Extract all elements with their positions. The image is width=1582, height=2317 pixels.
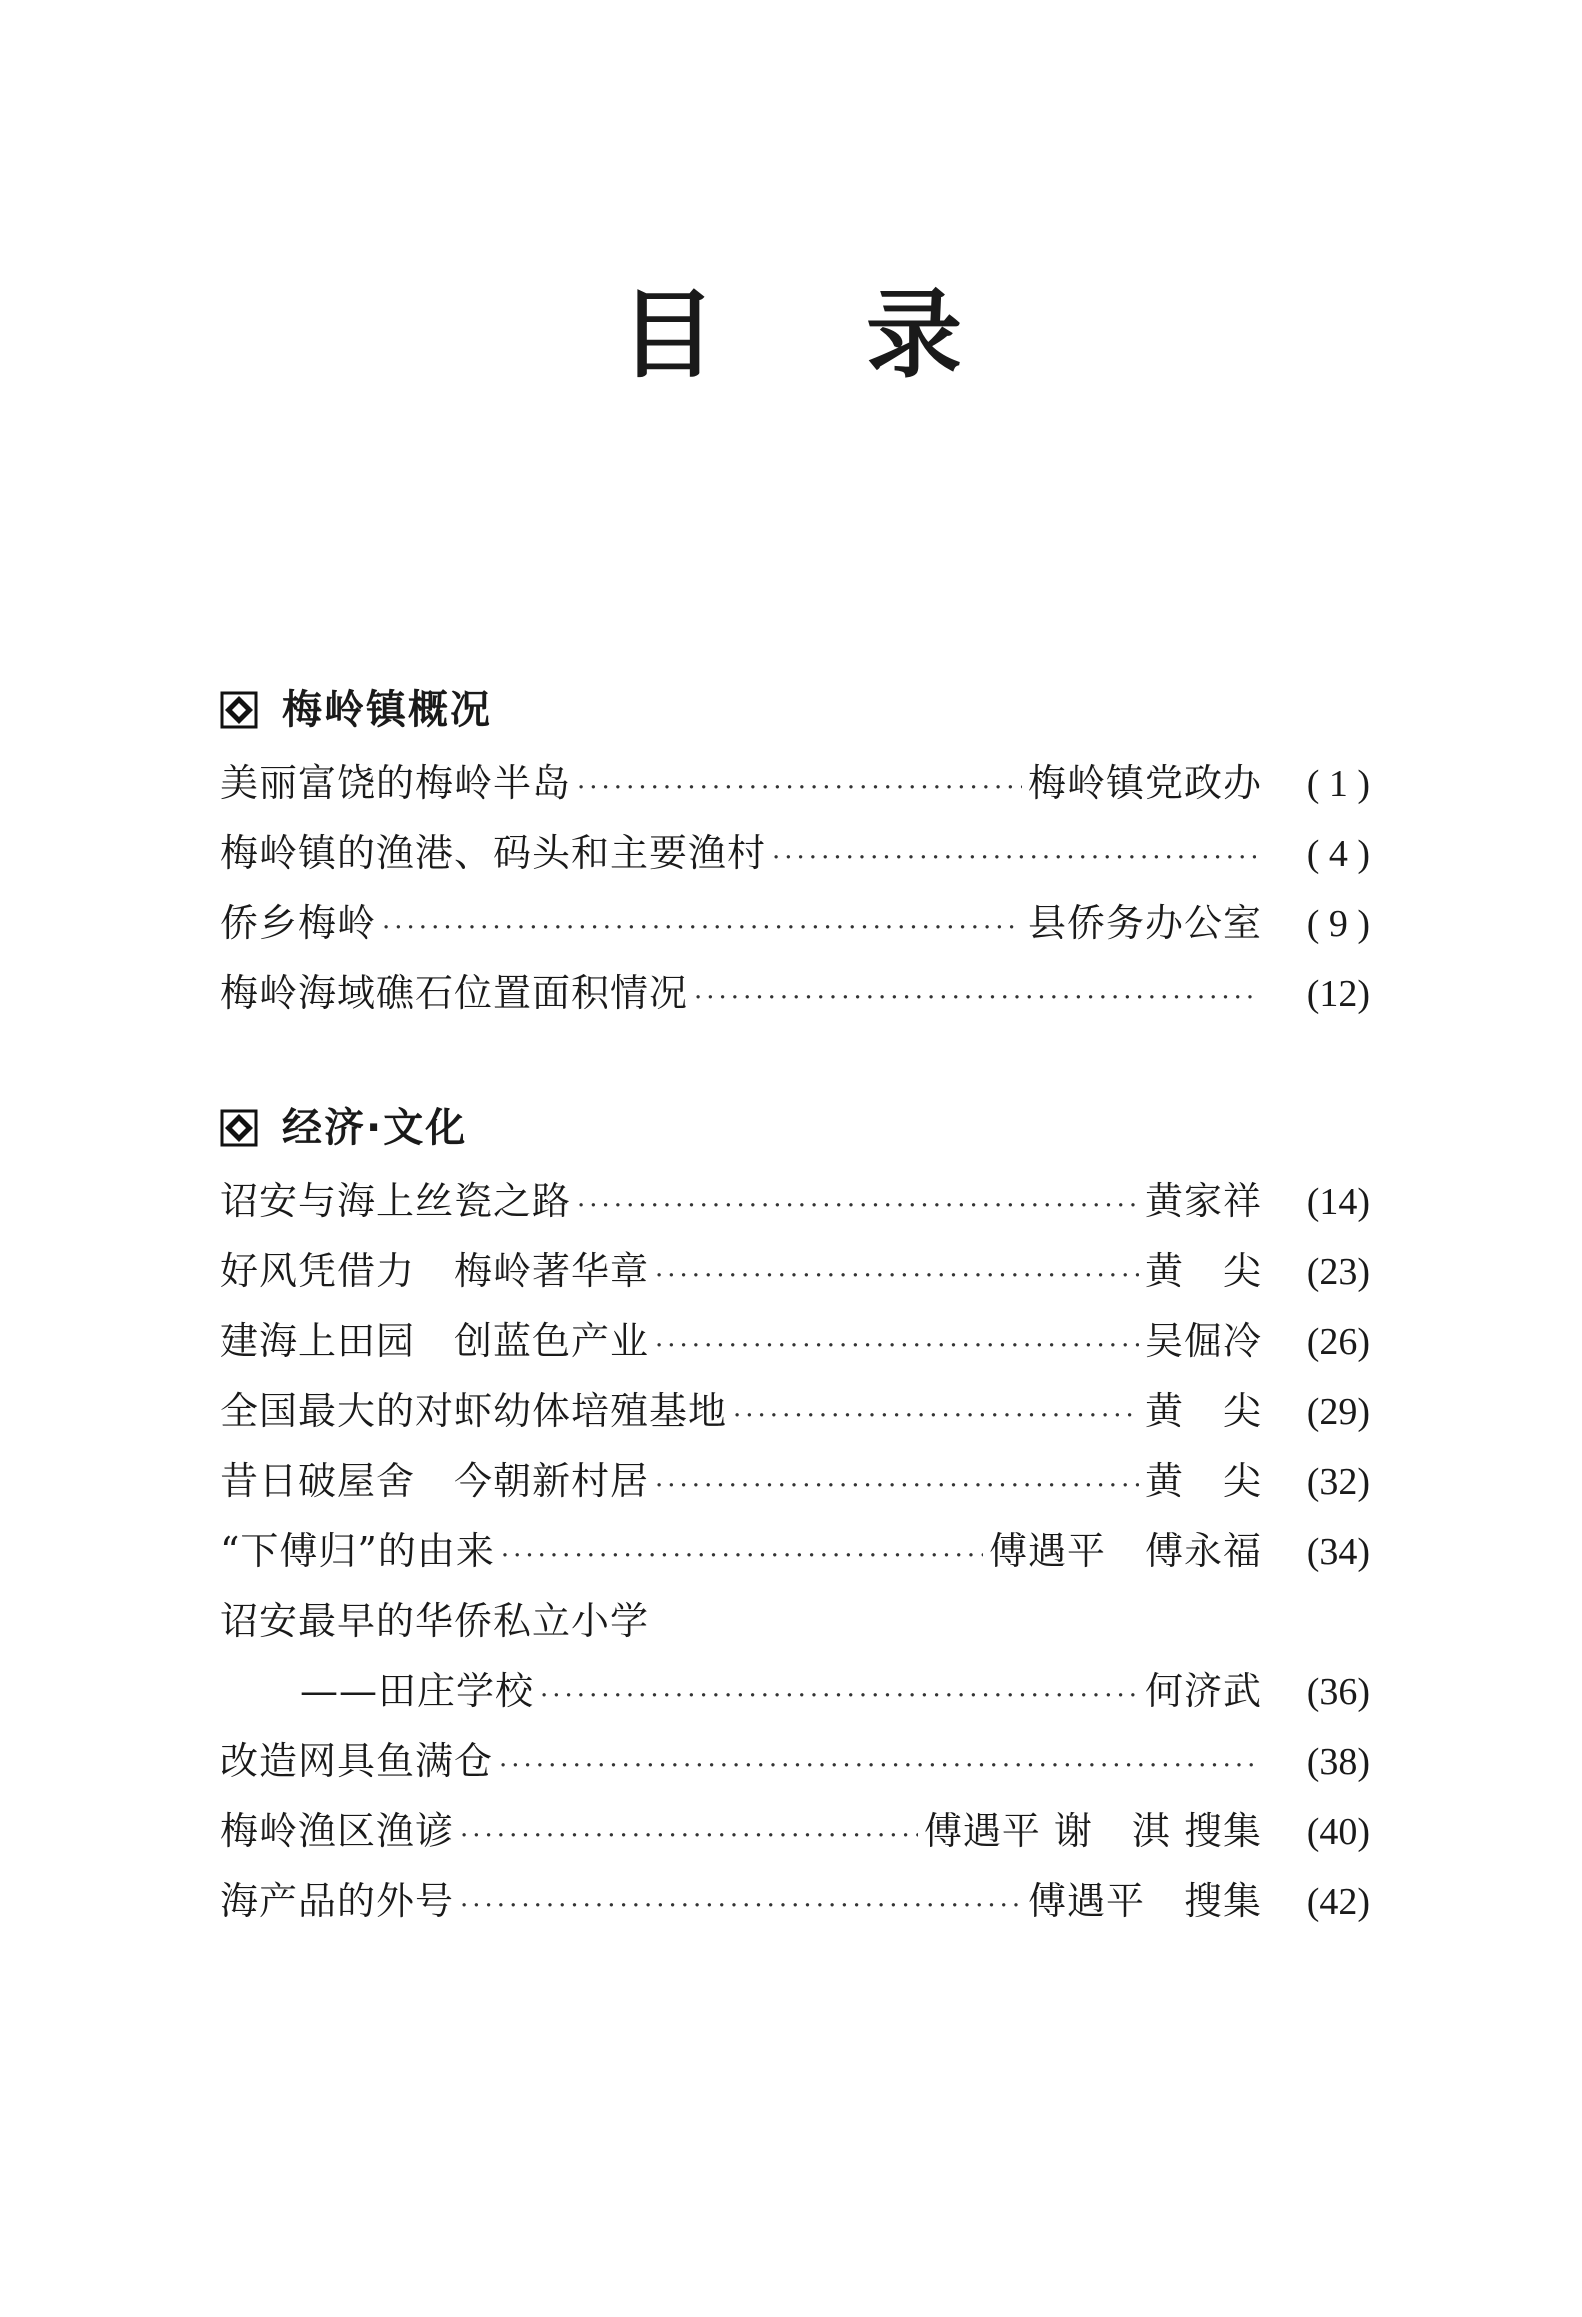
dot-leader: [655, 1311, 1139, 1381]
toc-entry[interactable]: [220, 1376, 1370, 1446]
toc-entry-author: 傅遇平 谢 淇 搜集: [923, 1809, 1262, 1853]
toc-entry-page: ( 4 ): [1306, 833, 1370, 875]
toc-entry-title: 改造网具鱼满仓: [220, 1739, 494, 1783]
dot-leader: [694, 963, 1256, 1033]
toc-entry-page: (23): [1306, 1251, 1370, 1293]
toc-section-economy-culture: [220, 1098, 1370, 1936]
toc-entry-page: ( 9 ): [1306, 903, 1370, 945]
toc-entry-page: ( 1 ): [1306, 763, 1370, 805]
toc-entry[interactable]: [220, 958, 1370, 1028]
toc-entry-title: 诏安最早的华侨私立小学: [220, 1599, 650, 1643]
toc-section-overview: [220, 680, 1370, 1028]
toc-entry-title: 梅岭渔区渔谚: [220, 1809, 455, 1853]
toc-entry-title: “下傅归”的由来: [220, 1529, 495, 1573]
toc-entry-author: 黄家祥: [1144, 1179, 1262, 1223]
toc-entry[interactable]: [220, 1586, 1370, 1656]
section-title: 经济·文化: [282, 1105, 468, 1151]
toc-entry-page: (36): [1306, 1671, 1370, 1713]
dot-leader: [733, 1381, 1139, 1451]
toc-entry[interactable]: [220, 1866, 1370, 1936]
toc-entry[interactable]: [220, 818, 1370, 888]
toc-entry-title: 梅岭海域礁石位置面积情况: [220, 971, 689, 1015]
dot-leader: [499, 1731, 1256, 1801]
toc-entry-page: (40): [1306, 1811, 1370, 1853]
toc-entry[interactable]: [220, 1306, 1370, 1376]
toc-entry-title: 侨乡梅岭: [220, 901, 377, 945]
toc-entry-author: 何济武: [1144, 1669, 1262, 1713]
dot-leader: [501, 1521, 983, 1591]
page-title-char-1: 目: [620, 279, 716, 391]
toc-entry-title: 好风凭借力 梅岭著华章: [220, 1249, 650, 1293]
toc-entry-author: 黄 尖: [1144, 1389, 1262, 1433]
section-title: 梅岭镇概况: [282, 687, 492, 733]
page-title: [0, 280, 1582, 390]
toc-entry-author: 黄 尖: [1144, 1459, 1262, 1503]
toc-entry-author: 县侨务办公室: [1027, 901, 1262, 945]
toc-entry-title: 美丽富饶的梅岭半岛: [220, 761, 572, 805]
toc-entry-page: (42): [1306, 1881, 1370, 1923]
toc-entry-title: 诏安与海上丝瓷之路: [220, 1179, 572, 1223]
toc-entry-title: 全国最大的对虾幼体培殖基地: [220, 1389, 728, 1433]
toc-entry[interactable]: [220, 1796, 1370, 1866]
toc-entry[interactable]: [220, 1656, 1370, 1726]
dot-leader: [540, 1661, 1139, 1731]
toc-entry-page: (12): [1306, 973, 1370, 1015]
square-diamond-icon: [220, 1109, 258, 1147]
toc-entry[interactable]: [220, 1446, 1370, 1516]
toc-entry-page: (38): [1306, 1741, 1370, 1783]
toc-entry[interactable]: [220, 888, 1370, 958]
toc-entry[interactable]: [220, 1516, 1370, 1586]
toc-entry[interactable]: [220, 1236, 1370, 1306]
toc-entry[interactable]: [220, 748, 1370, 818]
page-title-char-2: 录: [866, 279, 962, 391]
dot-leader: [655, 1241, 1139, 1311]
dot-leader: [577, 753, 1022, 823]
toc-entry-page: (26): [1306, 1321, 1370, 1363]
toc-entry-author: 梅岭镇党政办: [1027, 761, 1262, 805]
toc-entry-page: (29): [1306, 1391, 1370, 1433]
dot-leader: [655, 1451, 1139, 1521]
dot-leader: [577, 1171, 1139, 1241]
square-diamond-icon: [220, 691, 258, 729]
section-heading: [220, 680, 1370, 740]
dot-leader: [382, 893, 1022, 963]
toc-entry-page: (34): [1306, 1531, 1370, 1573]
toc-entry-title: 建海上田园 创蓝色产业: [220, 1319, 650, 1363]
toc-entry-title: 昔日破屋舍 今朝新村居: [220, 1459, 650, 1503]
toc-entry-title: 梅岭镇的渔港、码头和主要渔村: [220, 831, 767, 875]
toc-entry-author: 傅遇平 傅永福: [988, 1529, 1262, 1573]
toc-entry-page: (14): [1306, 1181, 1370, 1223]
toc-entry-author: 傅遇平 搜集: [1027, 1879, 1262, 1923]
dot-leader: [460, 1801, 918, 1871]
toc-entry-author: 吴倔冷: [1144, 1319, 1262, 1363]
toc-entry-page: (32): [1306, 1461, 1370, 1503]
toc-entry[interactable]: [220, 1166, 1370, 1236]
toc-entry-subtitle: ——田庄学校: [300, 1669, 535, 1713]
toc-entry[interactable]: [220, 1726, 1370, 1796]
dot-leader: [772, 823, 1256, 893]
toc-entry-author: 黄 尖: [1144, 1249, 1262, 1293]
dot-leader: [460, 1871, 1022, 1941]
toc-entry-title: 海产品的外号: [220, 1879, 455, 1923]
section-heading: [220, 1098, 1370, 1158]
